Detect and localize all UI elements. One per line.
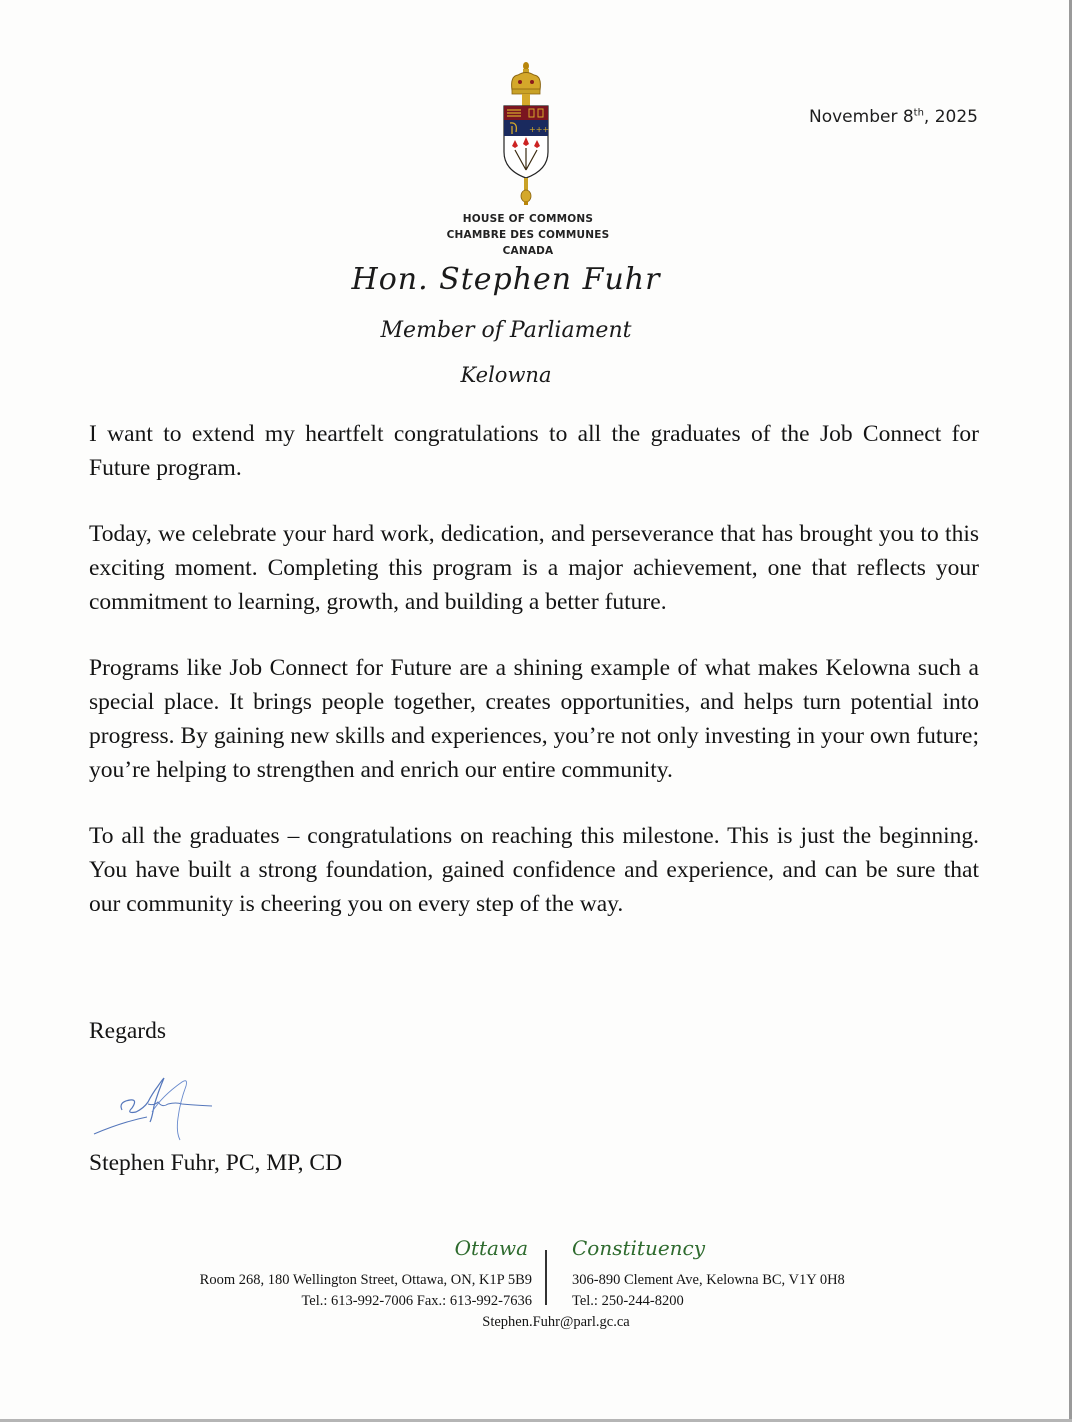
constituency-phone: Tel.: 250-244-8200 <box>572 1293 684 1309</box>
closing: Regards <box>89 1018 167 1044</box>
constituency-office-details <box>572 1270 845 1312</box>
date-month-day: November 8 <box>809 107 914 127</box>
institution-country: CANADA <box>502 245 554 257</box>
svg-text:+++: +++ <box>529 125 550 134</box>
institution-french: CHAMBRE DES COMMUNES <box>446 229 610 241</box>
letterhead-institution <box>0 211 1072 259</box>
ottawa-office-label: Ottawa <box>454 1236 528 1260</box>
ottawa-office-details <box>200 1270 532 1312</box>
footer-divider <box>545 1250 547 1305</box>
signer-name: Stephen Fuhr, PC, MP, CD <box>89 1150 343 1176</box>
paragraph: Programs like Job Connect for Future are a shining example of what makes Kelowna such a special place. It brings people together, creates opportunities, and helps turn potential into progress. By gaining new skills and experiences, you’re not only investing in your own future; you’re helping to strengthen and enrich our entire community. <box>89 655 979 783</box>
constituency-address: 306-890 Clement Ave, Kelowna BC, V1Y 0H8 <box>572 1272 845 1288</box>
member-riding: Kelowna <box>460 363 552 387</box>
date-ordinal: th <box>913 107 924 119</box>
ottawa-address: Room 268, 180 Wellington Street, Ottawa, ON, K1P 5B9 <box>199 1272 532 1288</box>
member-name: Hon. Stephen Fuhr <box>351 262 661 297</box>
letter-body <box>89 417 979 953</box>
letter-date <box>809 107 978 127</box>
paragraph: To all the graduates – congratulations on reaching this milestone. This is just the beginning. You have built a strong foundation, gained confidence and experience, and can be sure that our community is cheering you on every step of the way. <box>89 823 979 917</box>
paragraph: I want to extend my heartfelt congratulations to all the graduates of the Job Connect for Future program. <box>89 421 979 481</box>
ottawa-phones: Tel.: 613-992-7006 Fax.: 613-992-7636 <box>301 1293 532 1309</box>
email-address[interactable]: Stephen.Fuhr@parl.gc.ca <box>482 1314 630 1330</box>
constituency-office-label: Constituency <box>572 1236 706 1260</box>
paragraph: Today, we celebrate your hard work, dedication, and perseverance that has brought you to this exciting moment. Completing this program is a major achievement, one that reflects your commitment to learning, growth, and building a better future. <box>89 521 979 615</box>
date-year: , 2025 <box>923 107 978 127</box>
member-title: Member of Parliament <box>380 318 632 343</box>
institution-english: HOUSE OF COMMONS <box>462 213 594 225</box>
signature-icon <box>92 1072 222 1147</box>
house-of-commons-crest-icon <box>496 60 556 205</box>
